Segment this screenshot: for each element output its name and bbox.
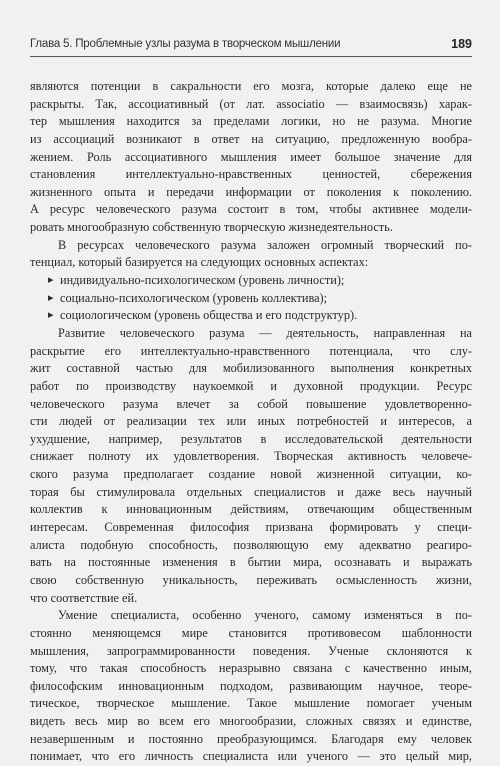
text-line: тенциал, который базируется на следующих основных аспектах: [30,255,369,270]
text-line: жением. Роль ассоциативного мышления имеет большое значение для [30,149,472,164]
body-text [30,78,472,766]
text-line: что соответствие ей. [30,590,138,605]
text-line: работ по производству наукоемкой и духовной продукции. Ресурс [30,378,472,393]
text-line: из ассоциаций возникают в ответ на ситуацию, предложенную вообра- [30,131,472,146]
text-line: тер мышления находится за пределами логики, но не разума. Многие [30,114,472,129]
page-number: 189 [451,37,472,51]
text-line: тическое, творческое мышление. Такое мышление помогает ученым [30,696,472,711]
text-line: В ресурсах человеческого разума заложен огромный творческий по- [58,237,472,252]
text-line: мышления, запрограммированности поведения. Ученые склоняются к [30,643,472,658]
text-line: стоянно меняющемся мире становится противовесом шаблонности [30,625,472,640]
text-line: философским инновационным подходом, развивающим научное, теоре- [30,678,472,693]
text-line: тому, что такая способность неразрывно связана с качественно иным, [30,661,472,676]
text-line: понимает, что его личность специалиста или ученого — это целый мир, [30,749,472,764]
text-line: ского разума предполагает создание новой жизненной ситуации, ко- [30,467,472,482]
text-line: интересам. Современная философия призвана формировать у специ- [30,520,472,535]
text-line: коллектив к инновационным действиям, отвечающим общественным [30,502,472,517]
text-line: раскрытие его интеллектуально-нравственного потенциала, что слу- [30,343,472,358]
text-line: Умение специалиста, особенно ученого, самому изменяться в по- [58,608,472,623]
text-line: видеть весь мир во всем его многообразии, сложных связях и единстве, [30,714,472,729]
text-line: снижает полноту их удовлетворения. Творческая активность человече- [30,449,472,464]
text-line: человеческого разума влечет за собой повышение удовлетворенно- [30,396,472,411]
text-line: являются потенции в сакральности его мозга, которые далеко еще не [30,79,472,93]
list-item: ▸ социологическом (уровень общества и его подструктур). [30,307,472,325]
text-line: жит составной частью для мобилизованного выполнения конкретных [30,361,472,376]
text-line: Развитие человеческого разума — деятельность, направленная на [58,325,472,340]
text-line: раскрыты. Так, ассоциативный (от лат. associatio — взаимосвязь) харак- [30,96,472,111]
text-line: ухудшение, например, результатов в исследовательской деятельности [30,431,472,446]
text-line: алиста подобную способность, позволяющую ему адекватно реагиро- [30,537,472,552]
text-line: незавершенным и постоянно преобразующимся. Благодаря ему человек [30,731,472,746]
text-line: вать на постоянные изменения в бытии мира, осознавать и выражать [30,555,472,570]
header-rule [30,56,472,57]
text-line: сти людей от реализации тех или иных потребностей и интересов, а [30,414,472,429]
text-line: ровать многообразную собственную творческую жизнедеятельность. [30,220,393,235]
text-line: торая бы стимулировала отдельных специалистов и даже весь научный [30,484,472,499]
text-line: А ресурс человеческого разума состоит в том, чтобы активнее модели- [30,202,472,217]
list-item: ▸ индивидуально-психологическом (уровень личности); [30,272,472,290]
text-line: становления интеллектуально-нравственных ценностей, сбережения [30,167,472,182]
list-item: ▸ социально-психологическом (уровень коллектива); [30,290,472,308]
running-title: Глава 5. Проблемные узлы разума в творческом мышлении [30,38,341,50]
page-header [30,36,472,62]
text-line: свою собственную уникальность, переживать осмысленность жизни, [30,572,472,587]
text-line: жизненного опыта и передачи информации от поколения к поколению. [30,184,472,199]
